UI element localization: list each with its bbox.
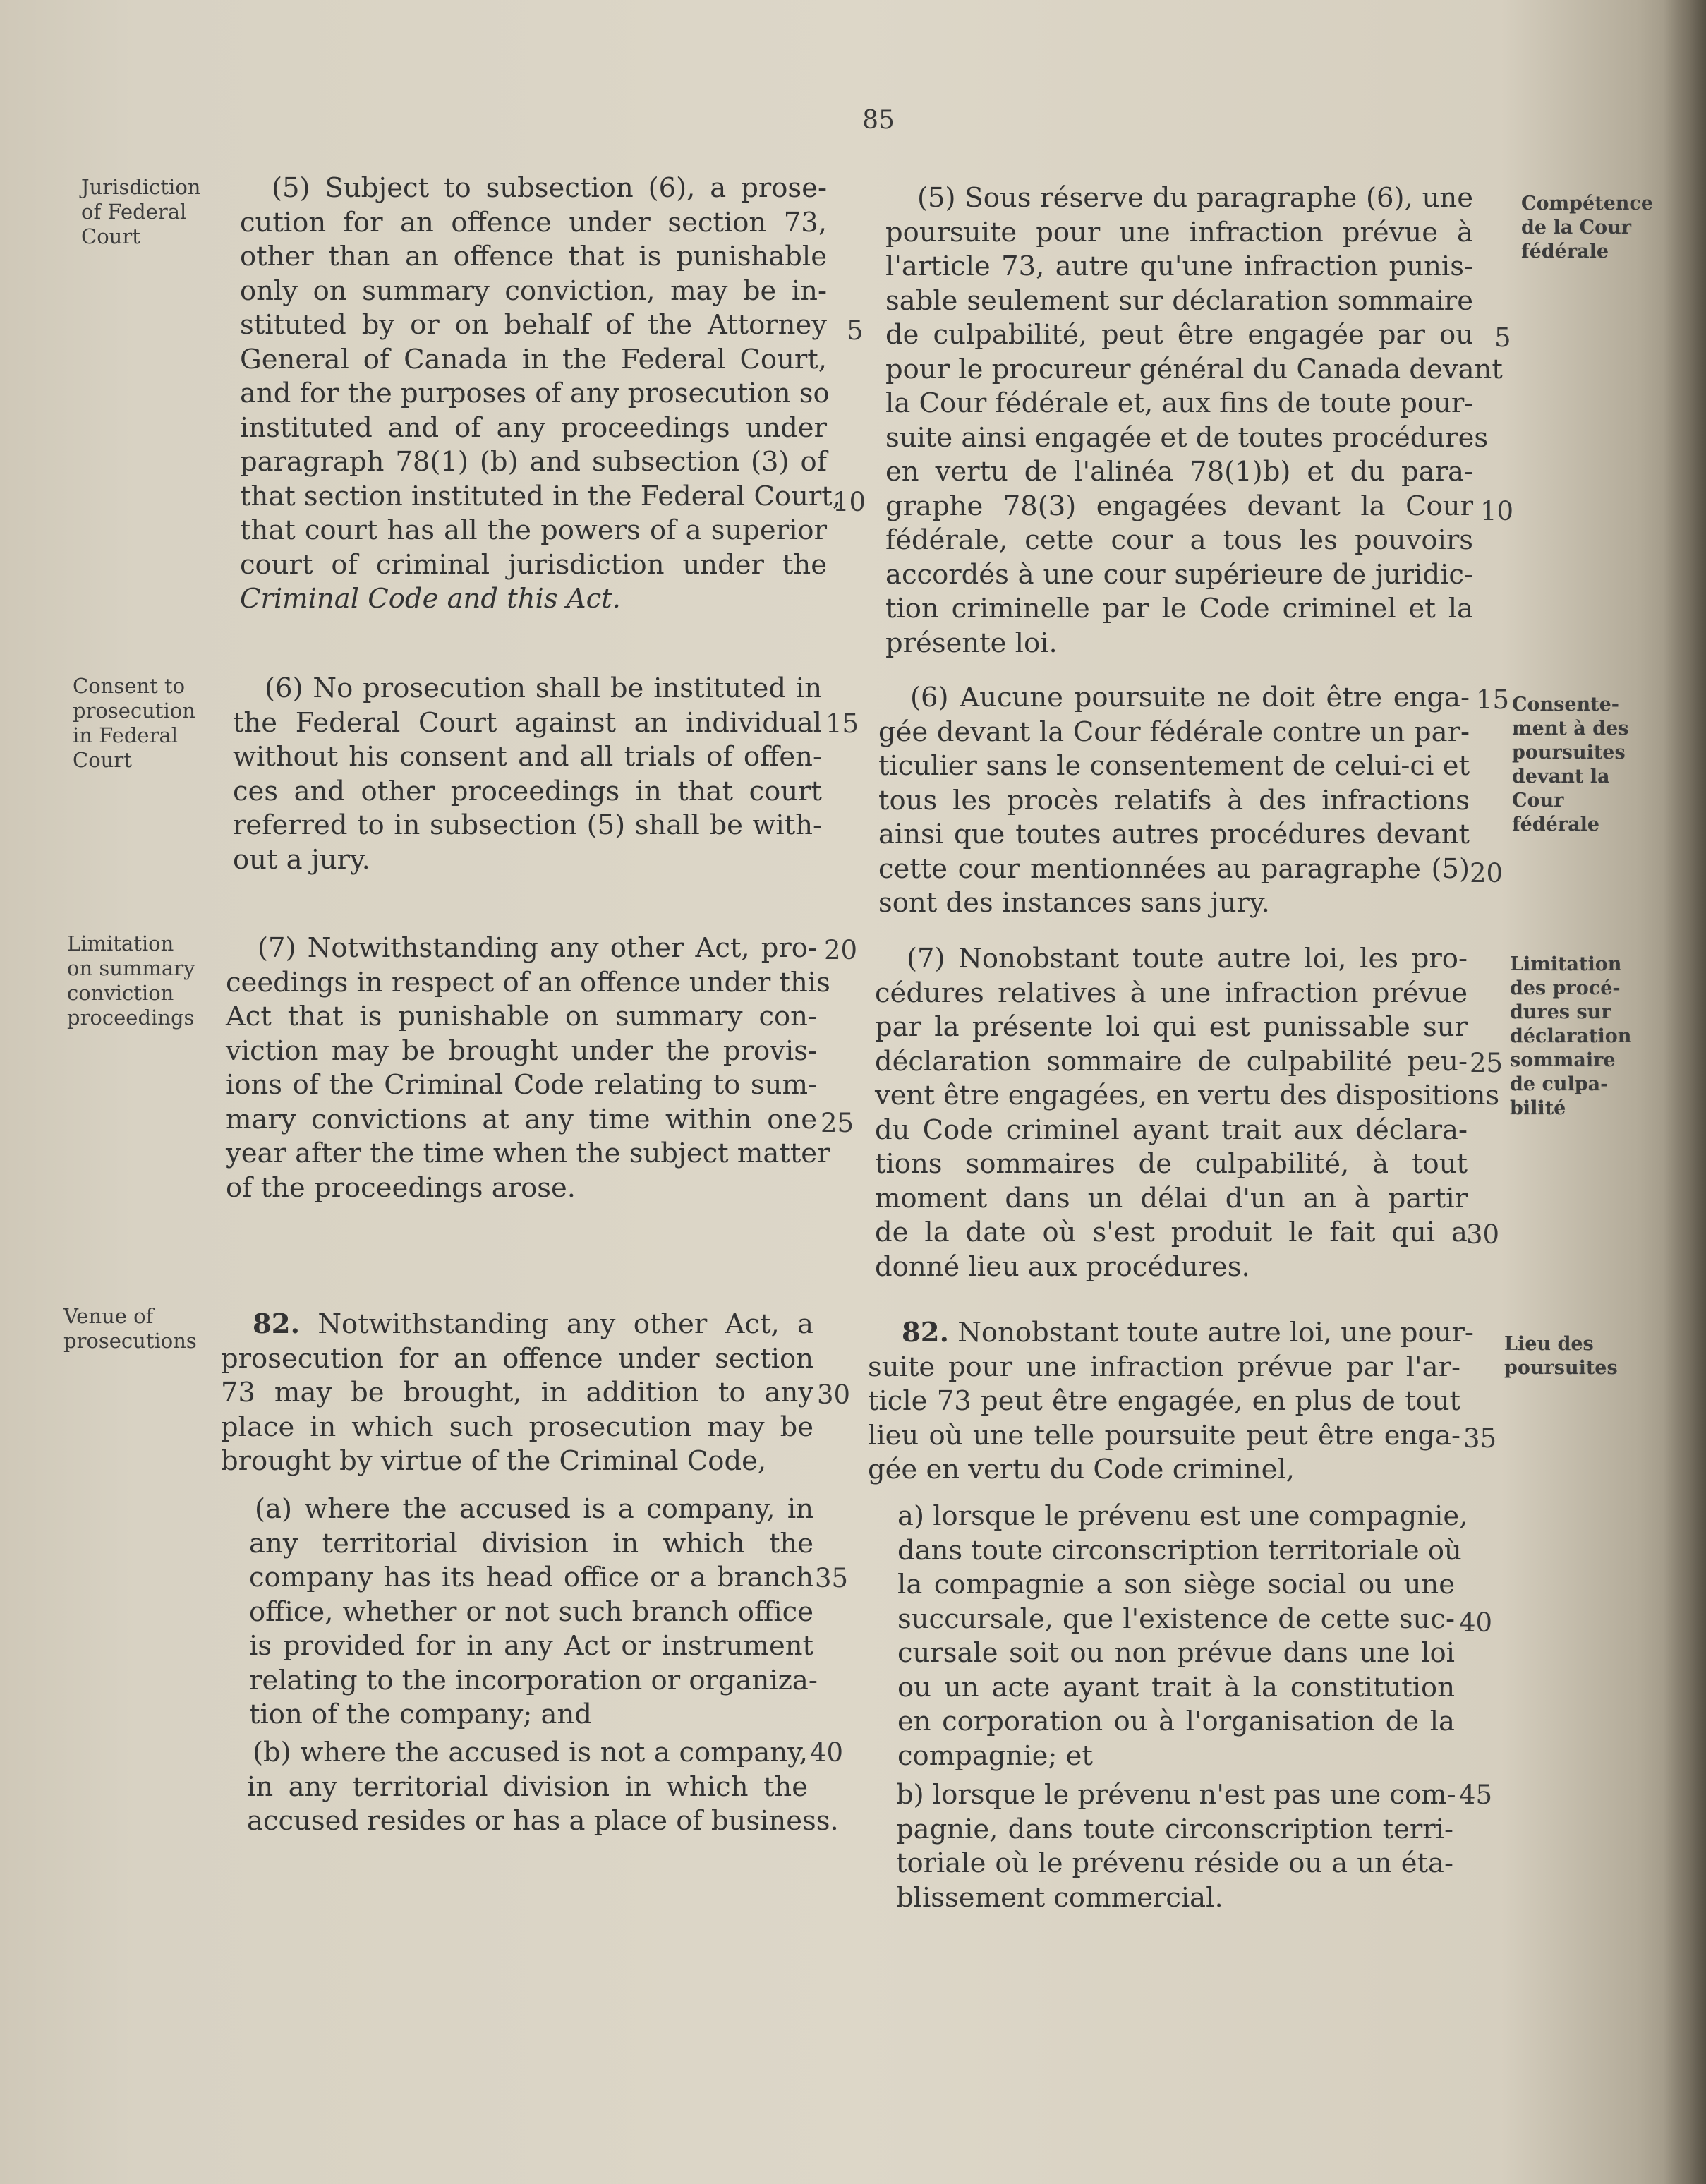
text-line: other than an offence that is punishable [240,241,827,272]
text-line: compagnie; et [897,1739,1093,1772]
line-number: 30 [1466,1219,1500,1250]
en-subsection-5 [240,171,842,617]
text-line: cédures relatives à une infraction prévue [875,977,1468,1009]
text-line: General of Canada in the Federal Court, [240,343,827,375]
text-line: referred to in subsection (5) shall be with- [233,809,822,841]
text-line: out a jury. [233,843,370,876]
text-line: of the proceedings arose. [226,1171,576,1204]
text-line: b) lorsque le prévenu n'est pas une com- [896,1779,1456,1811]
text-line: office, whether or not such branch office [249,1595,813,1628]
text-line: ces and other proceedings in that court [233,775,822,807]
line-number: 35 [1463,1423,1497,1454]
text-line: stituted by or on behalf of the Attorney [240,309,827,341]
text-line: sont des instances sans jury. [878,887,1270,919]
line-number: 20 [824,935,858,965]
text-line: that section instituted in the Federal Court, [240,480,842,512]
text-line: de la date où s'est produit le fait qui a [875,1217,1468,1248]
text-line: (5) Subject to subsection (6), a prose- [272,172,827,204]
text-line: de culpabilité, peut être engagée par ou [885,319,1473,351]
text-line: that court has all the powers of a superior [240,514,827,546]
section-number: 82. [253,1308,300,1340]
text-line: sable seulement sur déclaration sommaire [885,284,1473,317]
text-line: (7) Nonobstant toute autre loi, les pro- [907,943,1468,975]
text-line: tion of the company; and [249,1699,592,1730]
text-line: déclaration sommaire de culpabilité peu- [875,1045,1468,1078]
fr-section-82-a [897,1500,1468,1773]
margin-note-consent-text: Consent to prosecution in Federal Court [73,674,195,772]
margin-note-limitation [67,931,195,1030]
text-line: pour le procureur général du Canada devant [885,353,1503,385]
text-line: tous les procès relatifs à des infractions [878,784,1470,816]
text-line: cution for an offence under section 73, [240,206,827,239]
text-line: tion criminelle par le Code criminel et la [885,593,1473,625]
text-line: cette cour mentionnées au paragraphe (5) [878,852,1470,885]
text-line: vent être engagées, en vertu des dispositions [875,1080,1500,1111]
margin-note-limitation-fr [1510,953,1631,1121]
line-number: 35 [815,1563,849,1593]
text-line: en vertu de l'alinéa 78(1)b) et du para- [885,456,1473,488]
text-line: prosecution for an offence under section [221,1342,813,1375]
text-line: toriale où le prévenu réside ou a un éta- [896,1847,1453,1879]
line-number: 15 [825,708,859,739]
text-line: and for the purposes of any prosecution so [240,378,830,409]
text-line: relating to the incorporation or organiza- [249,1664,818,1696]
text-line: instituted and of any proceedings under [240,411,827,444]
margin-note-venue-text: Venue of prosecutions [63,1304,197,1353]
en-section-82 [221,1308,813,1479]
line-number: 20 [1470,858,1504,888]
text-line: Notwithstanding any other Act, a [317,1308,813,1340]
text-line: any territorial division in which the [249,1527,813,1559]
line-number: 10 [833,487,866,517]
text-line: en corporation ou à l'organisation de la [897,1706,1455,1737]
margin-note-venue [63,1304,197,1353]
text-line: Nonobstant toute autre loi, une pour- [957,1317,1474,1349]
text-line: mary convictions at any time within one [226,1103,817,1135]
margin-note-jurisdiction-text: Jurisdiction of Federal Court [81,175,201,248]
text-line: Criminal Code and this Act. [240,583,621,615]
margin-note-consentement [1512,693,1628,837]
line-number: 5 [1494,322,1511,353]
text-line: la Cour fédérale et, aux fins de toute pour- [885,387,1474,419]
text-line: ions of the Criminal Code relating to sum- [226,1069,817,1101]
margin-note-competence-text: Compétence de la Cour fédérale [1521,193,1654,263]
margin-note-consent [73,674,195,773]
en-subsection-7 [226,931,830,1205]
text-line: year after the time when the subject matter [226,1138,830,1169]
text-line: succursale, que l'existence de cette suc- [897,1603,1455,1635]
text-line: company has its head office or a branch [249,1562,813,1593]
line-number: 25 [821,1108,854,1138]
text-line: a) lorsque le prévenu est une compagnie, [897,1500,1468,1532]
text-line: ceedings in respect of an offence under this [226,966,830,999]
text-line: fédérale, cette cour a tous les pouvoirs [885,524,1473,556]
text-line: suite ainsi engagée et de toutes procédures [885,421,1489,454]
text-line: gée devant la Cour fédérale contre un par- [878,716,1470,748]
margin-note-limitation-fr-text: Limitation des procé- dures sur déclaration sommaire de culpa- bilité [1510,953,1632,1119]
text-line: accordés à une cour supérieure de juridic- [885,558,1473,591]
text-line: (5) Sous réserve du paragraphe (6), une [917,182,1473,214]
line-number: 40 [810,1737,844,1768]
line-number: 15 [1476,684,1510,715]
margin-note-limitation-text: Limitation on summary conviction proceedings [67,931,195,1030]
text-line: the Federal Court against an individual [233,706,822,739]
text-line: l'article 73, autre qu'une infraction punis- [885,251,1473,282]
text-line: (a) where the accused is a company, in [255,1493,813,1525]
text-line: (6) No prosecution shall be instituted in [265,672,822,704]
text-line: dans toute circonscription territoriale où [897,1534,1462,1567]
text-line: présente loi. [885,627,1058,659]
text-line: accused resides or has a place of business. [247,1805,839,1837]
text-line: ou un acte ayant trait à la constitution [897,1671,1455,1703]
text-line: 73 may be brought, in addition to any [221,1377,813,1408]
section-number: 82. [902,1317,949,1349]
text-line: place in which such prosecution may be [221,1411,813,1443]
text-line: graphe 78(3) engagées devant la Cour [885,490,1473,522]
text-line: viction may be brought under the provis- [226,1034,817,1067]
text-line: la compagnie a son siège social ou une [897,1569,1455,1600]
line-number: 30 [817,1380,851,1410]
line-number: 45 [1459,1780,1493,1810]
fr-section-82-b [896,1778,1456,1915]
text-line: in any territorial division in which the [247,1770,808,1803]
book-spine-shadow [1664,0,1706,2184]
line-number: 40 [1459,1607,1493,1638]
text-line: suite pour une infraction prévue par l'ar- [868,1351,1460,1383]
text-line: donné lieu aux procédures. [875,1250,1250,1283]
text-line: only on summary conviction, may be in- [240,274,827,307]
margin-note-jurisdiction [81,175,200,249]
line-number: 25 [1470,1048,1504,1078]
text-line: without his consent and all trials of offen- [233,741,822,773]
text-line: paragraph 78(1) (b) and subsection (3) of [240,446,827,478]
text-line: par la présente loi qui est punissable sur [875,1011,1468,1043]
text-line: moment dans un délai d'un an à partir [875,1182,1468,1214]
text-line: pagnie, dans toute circonscription terri- [896,1813,1453,1845]
text-line: blissement commercial. [896,1881,1223,1914]
margin-note-lieu [1504,1332,1618,1380]
margin-note-competence [1521,192,1653,264]
text-line: lieu où une telle poursuite peut être enga- [868,1419,1460,1452]
fr-subsection-6 [878,681,1470,921]
en-subsection-6 [233,672,822,877]
margin-note-lieu-text: Lieu des poursuites [1504,1333,1618,1379]
text-line: du Code criminel ayant trait aux déclara- [875,1114,1468,1146]
line-number: 5 [847,315,864,346]
text-line: tions sommaires de culpabilité, à tout [875,1148,1468,1180]
text-line: ticle 73 peut être engagée, en plus de tout [868,1385,1460,1417]
text-line: court of criminal jurisdiction under the [240,548,827,581]
en-section-82-a [249,1492,818,1732]
margin-note-consentement-text: Consente- ment à des poursuites devant la Cour fédérale [1512,694,1629,835]
fr-section-82 [868,1316,1474,1488]
line-number: 10 [1480,496,1514,526]
text-line: poursuite pour une infraction prévue à [885,216,1473,248]
text-line: (b) where the accused is not a company, [253,1737,808,1768]
text-line: (7) Notwithstanding any other Act, pro- [258,932,817,964]
text-line: brought by virtue of the Criminal Code, [221,1445,767,1477]
text-line: Act that is punishable on summary con- [226,1001,817,1032]
text-line: ainsi que toutes autres procédures devant [878,819,1470,850]
text-line: (6) Aucune poursuite ne doit être enga- [910,682,1470,713]
text-line: gée en vertu du Code criminel, [868,1454,1295,1485]
text-line: ticulier sans le consentement de celui-ci et [878,750,1470,782]
text-line: is provided for in any Act or instrument [249,1630,813,1662]
text-line: cursale soit ou non prévue dans une loi [897,1637,1455,1669]
page-number: 85 [862,106,895,135]
